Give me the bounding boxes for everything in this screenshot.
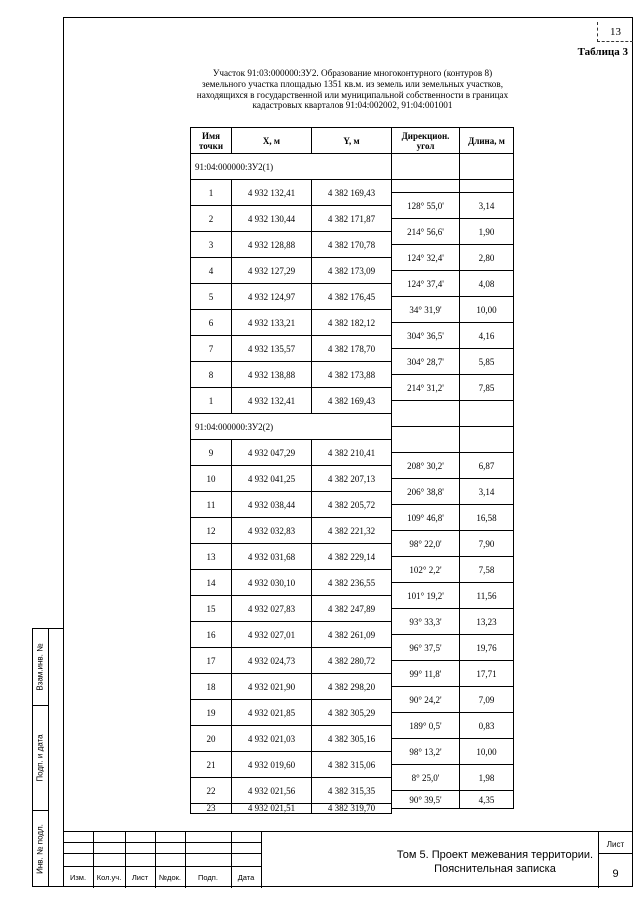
segment-row [392, 245, 514, 271]
length-cell: 7,09 [460, 687, 514, 713]
y-cell: 4 382 173,09 [312, 258, 392, 284]
table-row [191, 570, 392, 596]
segment-row [392, 193, 514, 219]
y-cell: 4 382 171,87 [312, 206, 392, 232]
blank-segment-row [392, 180, 514, 193]
length-cell: 1,90 [460, 219, 514, 245]
point-cell: 19 [191, 700, 232, 726]
x-cell: 4 932 031,68 [232, 544, 312, 570]
y-cell: 4 382 173,88 [312, 362, 392, 388]
table-row [191, 596, 392, 622]
length-cell: 7,90 [460, 531, 514, 557]
x-cell: 4 932 021,90 [232, 674, 312, 700]
segment-row [392, 271, 514, 297]
table-row [191, 544, 392, 570]
blank-segment-row [392, 154, 514, 180]
table-row [191, 258, 392, 284]
segment-row [392, 375, 514, 401]
length-cell: 1,98 [460, 765, 514, 791]
document-title [325, 848, 640, 876]
point-cell: 18 [191, 674, 232, 700]
y-cell: 4 382 261,09 [312, 622, 392, 648]
segments-header-row [392, 128, 514, 154]
segment-row [392, 479, 514, 505]
header-length: Длина, м [460, 128, 514, 154]
table-row [191, 726, 392, 752]
document-title-line1: Том 5. Проект межевания территории. [396, 849, 594, 861]
side-cell-sign-date [32, 706, 48, 811]
section-label: 91:04:000000:ЗУ2(1) [191, 154, 392, 180]
y-cell: 4 382 315,06 [312, 752, 392, 778]
x-cell: 4 932 135,57 [232, 336, 312, 362]
point-cell: 5 [191, 284, 232, 310]
angle-cell: 124° 32,4' [392, 245, 460, 271]
angle-cell: 98° 13,2' [392, 739, 460, 765]
angle-cell: 90° 24,2' [392, 687, 460, 713]
x-cell: 4 932 021,03 [232, 726, 312, 752]
table-row [191, 232, 392, 258]
length-cell: 16,58 [460, 505, 514, 531]
x-cell: 4 932 021,51 [232, 804, 312, 814]
x-cell: 4 932 041,25 [232, 466, 312, 492]
blank-segment-row [392, 427, 514, 453]
angle-cell: 124° 37,4' [392, 271, 460, 297]
angle-cell: 206° 38,8' [392, 479, 460, 505]
table-row [191, 622, 392, 648]
y-cell: 4 382 205,72 [312, 492, 392, 518]
table-row [191, 336, 392, 362]
angle-cell: 96° 37,5' [392, 635, 460, 661]
length-cell: 5,85 [460, 349, 514, 375]
segment-row [392, 349, 514, 375]
x-cell: 4 932 128,88 [232, 232, 312, 258]
header-point: Имя точки [191, 128, 232, 154]
point-cell: 10 [191, 466, 232, 492]
length-cell: 3,14 [460, 479, 514, 505]
segment-row [392, 791, 514, 809]
angle-cell [392, 180, 460, 193]
x-cell: 4 932 138,88 [232, 362, 312, 388]
x-cell: 4 932 027,01 [232, 622, 312, 648]
x-cell: 4 932 019,60 [232, 752, 312, 778]
y-cell: 4 382 170,78 [312, 232, 392, 258]
length-cell: 13,23 [460, 609, 514, 635]
angle-cell [392, 401, 460, 427]
point-cell: 23 [191, 804, 232, 814]
col-izm: Изм. [69, 873, 87, 882]
segment-row [392, 739, 514, 765]
table-row [191, 284, 392, 310]
angle-cell: 90° 39,5' [392, 791, 460, 809]
title-block [63, 831, 633, 887]
document-title-line2: Пояснительная записка [434, 863, 556, 875]
point-cell: 13 [191, 544, 232, 570]
angle-cell: 101° 19,2' [392, 583, 460, 609]
x-cell: 4 932 127,29 [232, 258, 312, 284]
col-data: Дата [237, 873, 255, 882]
angle-cell: 304° 28,7' [392, 349, 460, 375]
point-cell: 12 [191, 518, 232, 544]
point-cell: 1 [191, 388, 232, 414]
length-cell [460, 180, 514, 193]
length-cell: 10,00 [460, 297, 514, 323]
point-cell: 6 [191, 310, 232, 336]
table-label: Таблица 3 [577, 46, 628, 58]
col-podp: Подп. [198, 873, 218, 882]
side-label-sign-date: Подп. и дата [35, 734, 45, 782]
x-cell: 4 932 027,83 [232, 596, 312, 622]
segment-row [392, 765, 514, 791]
segment-row [392, 687, 514, 713]
table-row [191, 518, 392, 544]
y-cell: 4 382 221,32 [312, 518, 392, 544]
section-label: 91:04:000000:ЗУ2(2) [191, 414, 392, 440]
point-cell: 7 [191, 336, 232, 362]
point-cell: 4 [191, 258, 232, 284]
point-cell: 15 [191, 596, 232, 622]
segment-row [392, 609, 514, 635]
y-cell: 4 382 178,70 [312, 336, 392, 362]
segment-row [392, 323, 514, 349]
angle-cell: 98° 22,0' [392, 531, 460, 557]
point-cell: 14 [191, 570, 232, 596]
length-cell: 0,83 [460, 713, 514, 739]
point-cell: 11 [191, 492, 232, 518]
angle-cell: 8° 25,0' [392, 765, 460, 791]
segment-row [392, 635, 514, 661]
x-cell: 4 932 124,97 [232, 284, 312, 310]
section-row [191, 414, 392, 440]
length-cell: 3,14 [460, 193, 514, 219]
point-cell: 17 [191, 648, 232, 674]
x-cell: 4 932 130,44 [232, 206, 312, 232]
table-row [191, 700, 392, 726]
angle-cell: 34° 31,9' [392, 297, 460, 323]
x-cell: 4 932 038,44 [232, 492, 312, 518]
table-row [191, 648, 392, 674]
angle-cell [392, 427, 460, 453]
y-cell: 4 382 176,45 [312, 284, 392, 310]
x-cell: 4 932 024,73 [232, 648, 312, 674]
point-cell: 16 [191, 622, 232, 648]
segments-table [391, 127, 514, 809]
point-cell: 22 [191, 778, 232, 804]
angle-cell: 214° 56,6' [392, 219, 460, 245]
table-row [191, 180, 392, 206]
side-stamp-divider [48, 628, 49, 887]
segment-row [392, 557, 514, 583]
x-cell: 4 932 030,10 [232, 570, 312, 596]
table-row [191, 778, 392, 804]
length-cell: 10,00 [460, 739, 514, 765]
segment-row [392, 583, 514, 609]
y-cell: 4 382 169,43 [312, 180, 392, 206]
y-cell: 4 382 182,12 [312, 310, 392, 336]
point-cell: 20 [191, 726, 232, 752]
angle-cell: 128° 55,0' [392, 193, 460, 219]
segment-row [392, 505, 514, 531]
length-cell: 19,76 [460, 635, 514, 661]
table-row [191, 674, 392, 700]
y-cell: 4 382 319,70 [312, 804, 392, 814]
table-row [191, 310, 392, 336]
blank-segment-row [392, 401, 514, 427]
col-kol-uch: Кол.уч. [96, 873, 122, 882]
length-cell: 11,56 [460, 583, 514, 609]
table-row [191, 206, 392, 232]
length-cell: 2,80 [460, 245, 514, 271]
point-cell: 8 [191, 362, 232, 388]
length-cell: 4,16 [460, 323, 514, 349]
side-cell-inv-orig [32, 811, 48, 887]
page-number: 13 [597, 22, 633, 42]
section-row [191, 154, 392, 180]
length-cell: 4,08 [460, 271, 514, 297]
side-cell-replace-inv [32, 628, 48, 706]
x-cell: 4 932 032,83 [232, 518, 312, 544]
length-cell [460, 401, 514, 427]
y-cell: 4 382 298,20 [312, 674, 392, 700]
angle-cell: 99° 11,8' [392, 661, 460, 687]
segment-row [392, 531, 514, 557]
table-header-row [191, 128, 392, 154]
segment-row [392, 661, 514, 687]
angle-cell [392, 154, 460, 180]
y-cell: 4 382 247,89 [312, 596, 392, 622]
table-row [191, 752, 392, 778]
length-cell: 4,35 [460, 791, 514, 809]
angle-cell: 208° 30,2' [392, 453, 460, 479]
length-cell: 17,71 [460, 661, 514, 687]
angle-cell: 109° 46,8' [392, 505, 460, 531]
segment-row [392, 453, 514, 479]
table-row [191, 362, 392, 388]
point-cell: 21 [191, 752, 232, 778]
header-angle: Дирекцион. угол [392, 128, 460, 154]
sheet-number: 9 [612, 868, 619, 880]
side-label-replace-inv: Взам.инв. № [35, 642, 45, 691]
y-cell: 4 382 315,35 [312, 778, 392, 804]
table-row [191, 440, 392, 466]
sheet-label: Лист [606, 840, 625, 849]
col-ndok: №док. [159, 873, 181, 882]
angle-cell: 214° 31,2' [392, 375, 460, 401]
table-row [191, 388, 392, 414]
x-cell: 4 932 132,41 [232, 388, 312, 414]
length-cell: 6,87 [460, 453, 514, 479]
table-caption: Участок 91:03:000000:ЗУ2. Образование многоконтурного (контуров 8) земельного участка площадью 1351 кв.м. из земель или земельных участков, находящихся в государственной или муниципальной собственности в границах кадастровых кварталов 91:04:002002, 91:04:001001 [196, 68, 509, 111]
y-cell: 4 382 236,55 [312, 570, 392, 596]
table-row [191, 466, 392, 492]
angle-cell: 93° 33,3' [392, 609, 460, 635]
segment-row [392, 297, 514, 323]
table-row [191, 804, 392, 814]
y-cell: 4 382 229,14 [312, 544, 392, 570]
point-cell: 9 [191, 440, 232, 466]
angle-cell: 189° 0,5' [392, 713, 460, 739]
y-cell: 4 382 207,13 [312, 466, 392, 492]
y-cell: 4 382 169,43 [312, 388, 392, 414]
segment-row [392, 219, 514, 245]
table-row [191, 492, 392, 518]
x-cell: 4 932 021,85 [232, 700, 312, 726]
length-cell [460, 427, 514, 453]
length-cell: 7,58 [460, 557, 514, 583]
x-cell: 4 932 132,41 [232, 180, 312, 206]
length-cell [460, 154, 514, 180]
y-cell: 4 382 210,41 [312, 440, 392, 466]
angle-cell: 304° 36,5' [392, 323, 460, 349]
angle-cell: 102° 2,2' [392, 557, 460, 583]
x-cell: 4 932 021,56 [232, 778, 312, 804]
y-cell: 4 382 305,16 [312, 726, 392, 752]
x-cell: 4 932 047,29 [232, 440, 312, 466]
side-label-inv-orig: Инв. № подл. [35, 824, 45, 874]
length-cell: 7,85 [460, 375, 514, 401]
point-cell: 3 [191, 232, 232, 258]
header-y: Y, м [312, 128, 392, 154]
segment-row [392, 713, 514, 739]
y-cell: 4 382 280,72 [312, 648, 392, 674]
point-cell: 1 [191, 180, 232, 206]
x-cell: 4 932 133,21 [232, 310, 312, 336]
y-cell: 4 382 305,29 [312, 700, 392, 726]
point-cell: 2 [191, 206, 232, 232]
coordinates-table [190, 127, 392, 814]
header-x: X, м [232, 128, 312, 154]
col-list: Лист [131, 873, 149, 882]
